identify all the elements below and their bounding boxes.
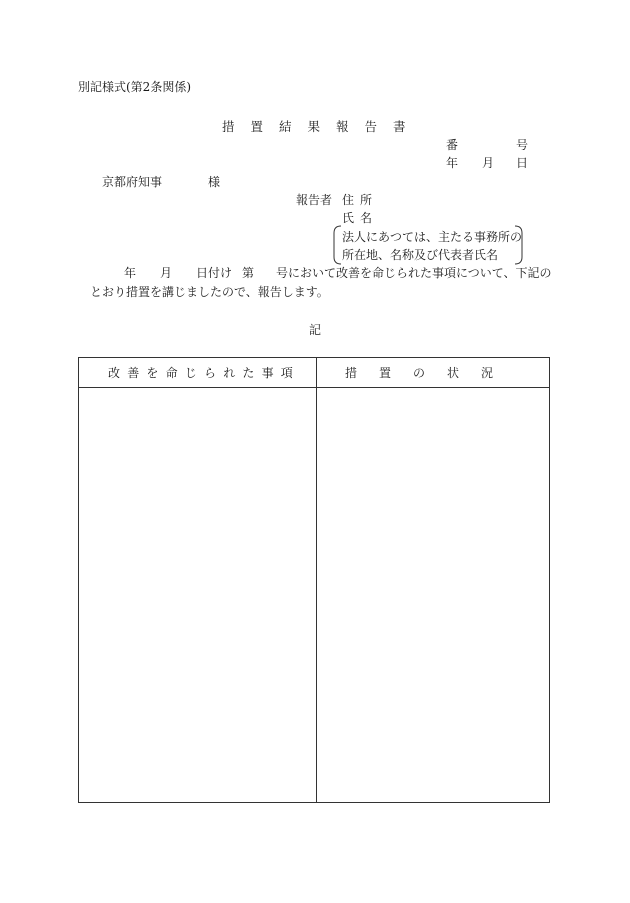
body-line1-rest: 号において改善を命じられた事項について、下記の bbox=[276, 266, 552, 280]
corporate-note-line1: 法人にあつては、主たる事務所の bbox=[342, 230, 523, 244]
date-month: 月 bbox=[482, 156, 495, 170]
improvement-items-cell[interactable] bbox=[79, 388, 316, 802]
measure-status-cell[interactable] bbox=[317, 388, 549, 802]
body-dated: 日付け bbox=[196, 266, 233, 280]
corporate-note-line2: 所在地、名称及び代表者氏名 bbox=[342, 248, 499, 262]
addressee-honorific: 様 bbox=[208, 175, 221, 189]
name-label: 氏名 bbox=[342, 211, 379, 225]
body-line2: とおり措置を講じましたので、報告します。 bbox=[90, 285, 329, 299]
measures-table bbox=[78, 357, 550, 803]
body-year: 年 bbox=[124, 266, 137, 280]
date-year: 年 bbox=[446, 156, 459, 170]
number-suffix: 号 bbox=[516, 138, 529, 152]
addressee-name: 京都府知事 bbox=[102, 175, 163, 189]
reporter-label: 報告者 bbox=[296, 193, 333, 207]
document-title: 措置結果報告書 bbox=[222, 119, 422, 134]
header-measure-status: 措置の状況 bbox=[345, 366, 516, 380]
header-improvement-items: 改善を命じられた事項 bbox=[108, 366, 301, 380]
ki-heading: 記 bbox=[309, 323, 322, 337]
address-label: 住所 bbox=[342, 193, 379, 207]
number-prefix: 番 bbox=[446, 138, 459, 152]
body-dai: 第 bbox=[242, 266, 255, 280]
form-label: 別記様式(第2条関係) bbox=[78, 80, 191, 94]
date-day: 日 bbox=[516, 156, 529, 170]
body-month: 月 bbox=[160, 266, 173, 280]
